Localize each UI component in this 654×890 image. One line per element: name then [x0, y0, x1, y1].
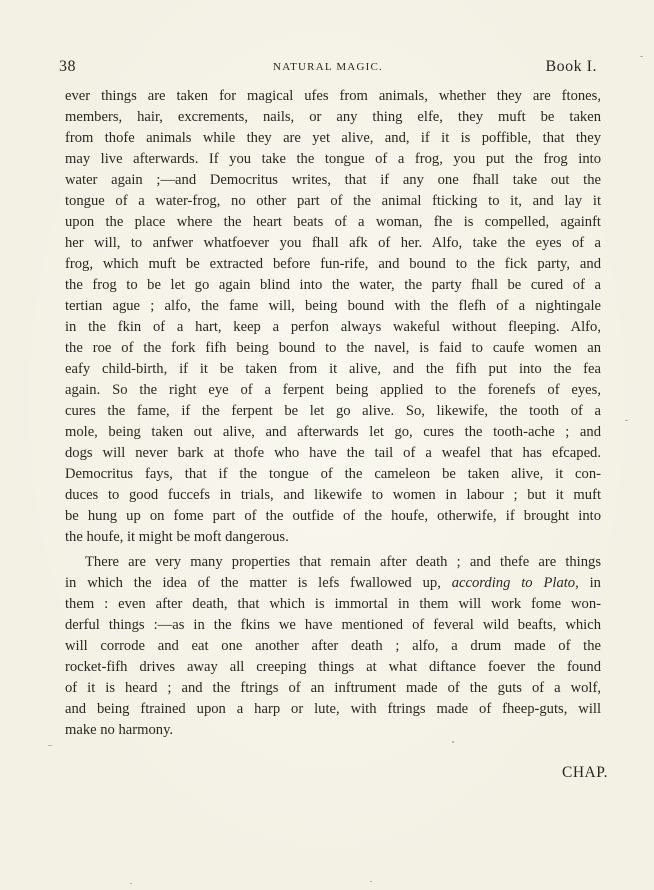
text-line: tongue of a water-frog, no other part of the animal fticking to it, and lay it [65, 193, 601, 209]
text-line: tertian ague ; alfo, the fame will, being bound with the flefh of a nightingale [65, 298, 601, 314]
paragraph [65, 552, 601, 741]
book-label: Book I. [545, 58, 597, 75]
italic-phrase: according to Plato [451, 575, 576, 591]
paper-speck [130, 883, 132, 884]
paper-speck [48, 745, 52, 746]
text-line: in which the idea of the matter is lefs fwallowed up, according to Plato, in [65, 575, 601, 591]
text-line: members, hair, excrements, nails, or any thing elfe, they muft be taken [65, 109, 601, 125]
body-text [65, 86, 601, 741]
paper-speck [370, 881, 372, 882]
text-line: the frog to be let go again blind into the water, the party fhall be cured of a [65, 277, 601, 293]
catchword: CHAP. [561, 764, 608, 781]
paper-speck [640, 56, 643, 57]
text-line: the roe of the fork fifh being bound to the navel, is faid to caufe women an [65, 340, 601, 356]
text-line: eafy child-birth, if it be taken from it alive, and the fifh put into the fea [65, 361, 601, 377]
text-line: derful things :—as in the fkins we have mentioned of feveral wild beafts, which [65, 617, 601, 633]
text-line: the houfe, it might be moft dangerous. [65, 529, 289, 545]
text-line: cures the fame, if the ferpent be let go alive. So, likewife, the tooth of a [65, 403, 601, 419]
text-line: There are very many properties that remain after death ; and thefe are things [85, 554, 601, 570]
text-line: duces to good fuccefs in trials, and likewife to women in labour ; but it muft [65, 487, 601, 503]
text-line: be hung up on fome part of the outfide of the houfe, otherwife, if brought into [65, 508, 601, 524]
paper-speck [452, 741, 454, 743]
text-line: ever things are taken for magical ufes from animals, whether they are ftones, [65, 88, 601, 104]
page-header [59, 58, 597, 80]
text-line: frog, which muft be extracted before fun-rife, and bound to the fick party, and [65, 256, 601, 272]
text-line: will corrode and eat one another after death ; alfo, a drum made of the [65, 638, 601, 654]
page-number: 38 [59, 58, 76, 75]
text-line: and being ftrained upon a harp or lute, with ftrings made of fheep-guts, will [65, 701, 601, 717]
text-line: her will, to anfwer whatfoever you fhall afk of her. Alfo, take the eyes of a [65, 235, 601, 251]
running-title: NATURAL MAGIC. [273, 61, 383, 73]
paper-speck [625, 420, 628, 421]
text-line: mole, being taken out alive, and afterwards let go, cures the tooth-ache ; and [65, 424, 601, 440]
text-line: them : even after death, that which is immortal in them will work fome won- [65, 596, 601, 612]
paragraph [65, 86, 601, 548]
text-line: Democritus fays, that if the tongue of the cameleon be taken alive, it con- [65, 466, 601, 482]
text-line: may live afterwards. If you take the tongue of a frog, you put the frog into [65, 151, 601, 167]
text-line: from thofe animals while they are yet alive, and, if it is poffible, that they [65, 130, 601, 146]
text-line: dogs will never bark at thofe who have the tail of a weafel that has efcaped. [65, 445, 601, 461]
text-line: upon the place where the heart beats of a woman, fhe is compelled, againft [65, 214, 601, 230]
text-line: of it is heard ; and the ftrings of an inftrument made of the guts of a wolf, [65, 680, 601, 696]
text-line: rocket-fifh drives away all creeping things at what diftance foever the found [65, 659, 601, 675]
text-line: in the fkin of a hart, keep a perfon always wakeful without fleeping. Alfo, [65, 319, 601, 335]
text-line: water again ;—and Democritus writes, that if any one fhall take out the [65, 172, 601, 188]
text-line: again. So the right eye of a ferpent being applied to the forenefs of eyes, [65, 382, 601, 398]
text-line: make no harmony. [65, 722, 174, 738]
